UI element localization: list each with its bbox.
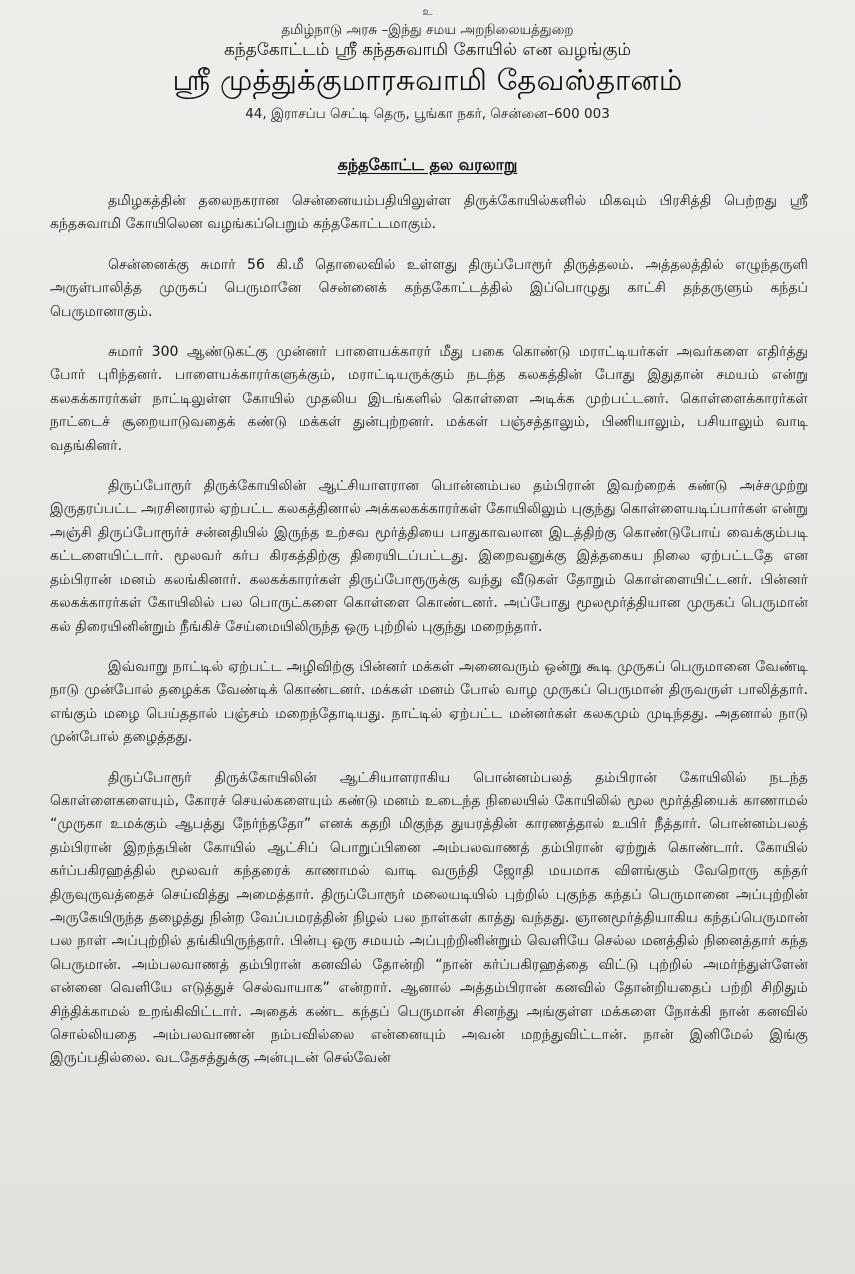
paragraph: சென்னைக்கு சுமார் 56 கி.மீ தொலைவில் உள்ளது திருப்போரூர் திருத்தலம். அத்தலத்தில் எழுந்தருளி அருள்பாலித்த முருகப் பெருமானே சென்னைக் கந்தகோட்டத்தில் இப்பொழுது காட்சி தந்தருளும் கந்தப் பெருமானாகும். — [50, 256, 808, 320]
paragraph: சுமார் 300 ஆண்டுகட்கு முன்னர் பாளையக்காரர் மீது பகை கொண்டு மராட்டியர்கள் அவர்களை எதிர்த்து போர் புரிந்தனர். பாளையக்காரர்களுக்கும், மராட்டியருக்கும் நடந்த கலகத்தின் போது இதுதான் சமயம் என்று கலகக்காரர்கள் நாட்டிலுள்ள கோயில் முதலிய இடங்களில் கொள்ளை அடிக்க முற்பட்டனர். கொள்ளைக்காரர்கள் நாட்டைச் சூறையாடுவதைக் கண்டு மக்கள் துன்புற்றனர். மக்கள் பஞ்சத்தாலும், பிணியாலும், பசியாலும் வாடி வதங்கினர். — [50, 344, 808, 454]
temple-address: 44, இராசப்ப செட்டி தெரு, பூங்கா நகர், சென்னை–600 003 — [245, 106, 610, 122]
document-body — [50, 190, 808, 1088]
pillaiyar-suzhi-mark: உ — [422, 5, 433, 18]
paragraph: திருப்போரூர் திருக்கோயிலின் ஆட்சியாளராகிய பொன்னம்பலத் தம்பிரான் கோயிலில் நடந்த கொள்ளைகளையும், கோரச் செயல்களையும் கண்டு மனம் உடைந்த நிலையில் கோயிலில் மூல மூர்த்தியைக் காணாமல் “முருகா உமக்கும் ஆபத்து நேர்ந்ததோ” எனக் கதறி மிகுந்த துயரத்தின் காரணத்தால் உயிர் நீத்தார். பொன்னம்பலத் தம்பிரான் இறந்தபின் கோயில் ஆட்சிப் பொறுப்பினை அம்பலவாணத் தம்பிரான் ஏற்றுக் கொண்டார். கோயில் கர்ப்பகிரஹத்தில் மூலவர் கந்தரைக் காணாமல் வாடி வருந்தி ஜோதி மயமாக விளங்கும் வேறொரு கந்தர் திருவுருவத்தைச் செய்வித்து அமைத்தார். திருப்போரூர் மலையடியில் புற்றில் புகுந்த கந்தப் பெருமானை அப்புற்றின் அருகேயிருந்த தழைத்து நின்ற வேப்பமரத்தின் நிழல் பல நாள்கள் காத்து வந்தது. ஞானமூர்த்தியாகிய கந்தப்பெருமான் பல நாள் அப்புற்றில் தங்கியிருந்தார். பின்பு ஒரு சமயம் அப்புற்றினின்றும் வெளியே செல்ல மனத்தில் நினைத்தார் கந்த பெருமான். அம்பலவாணத் தம்பிரான் கனவில் தோன்றி “நான் கர்ப்பகிரஹத்தை விட்டு புற்றில் அமர்ந்துள்ளேன் என்னை வெளியே எடுத்துச் செல்வாயாக” என்றார். ஆனால் அத்தம்பிரான் கனவில் தோன்றியதைப் பற்றி சிறிதும் சிந்திக்காமல் உறங்கிவிட்டார். அதைக் கண்ட கந்தப் பெருமான் சினந்து அங்குள்ள மக்களை நோக்கி நான் கனவில் சொல்லியதை அம்பலவாணன் நம்பவில்லை என்னையும் அவன் மறந்துவிட்டான். நான் இனிமேல் இங்கு இருப்பதில்லை. வடதேசத்துக்கு அன்புடன் செல்வேன் — [50, 769, 808, 1067]
paragraph: திருப்போரூர் திருக்கோயிலின் ஆட்சியாளரான பொன்னம்பல தம்பிரான் இவற்றைக் கண்டு அச்சமுற்று இருதரப்பட்ட அரசினரால் ஏற்பட்ட கலகத்தினால் அக்கலகக்காரர்கள் கோயிலிலும் புகுந்து கொள்ளையடிப்பார்கள் என்று அஞ்சி திருப்போரூர்ச் சன்னதியில் இருந்த உற்சவ மூர்த்தியை பாதுகாவலான இடத்திற்கு கொண்டுபோய் வைக்கும்படி கட்டளையிட்டார். மூலவர் கர்ப கிரகத்திற்கு திரையிடப்பட்டது. இறைவனுக்கு இத்தகைய நிலை ஏற்பட்டதே என தம்பிரான் மனம் கலங்கினார். கலகக்காரர்கள் திருப்போரூருக்கு வந்து வீடுகள் தோறும் கொள்ளையிட்டனர். பின்னர் கலகக்காரர்கள் கோயிலில் பல பொருட்களை கொள்ளை கொண்டனர். அப்போது மூலமூர்த்தியான முருகப் பெருமான் கல் திரையினின்றும் நீங்கிச் சேய்மையிலிருந்த ஒரு புற்றில் புகுந்து மறைந்தார். — [50, 478, 808, 635]
department-line: தமிழ்நாடு அரசு –இந்து சமய அறநிலையத்துறை — [281, 22, 574, 38]
temple-name: ஸ்ரீ முத்துக்குமாரசுவாமி தேவஸ்தானம் — [172, 63, 683, 97]
paragraph: இவ்வாறு நாட்டில் ஏற்பட்ட அழிவிற்கு பின்னர் மக்கள் அனைவரும் ஒன்று கூடி முருகப் பெருமானை வேண்டி நாடு முன்போல் தழைக்க வேண்டிக் கொண்டனர். மக்கள் மனம் போல் வாழ முருகப் பெருமான் திருவருள் பாலித்தார். எங்கும் மழை பெய்ததால் பஞ்சம் மறைந்தோடியது. நாட்டில் ஏற்பட்ட மன்னர்கள் கலகமும் முடிந்தது. அதனால் நாடு முன்போல் தழைத்தது. — [50, 658, 808, 746]
kandakottam-line: கந்தகோட்டம் ஸ்ரீ கந்தசுவாமி கோயில் என வழங்கும் — [223, 40, 632, 60]
document-title: கந்தகோட்ட தல வரலாறு — [337, 155, 518, 174]
paragraph: தமிழகத்தின் தலைநகரான சென்னையம்பதியிலுள்ள திருக்கோயில்களில் மிகவும் பிரசித்தி பெற்றது ஸ்ரீ கந்தசுவாமி கோயிலென வழங்கப்பெறும் கந்தகோட்டமாகும். — [50, 193, 808, 233]
